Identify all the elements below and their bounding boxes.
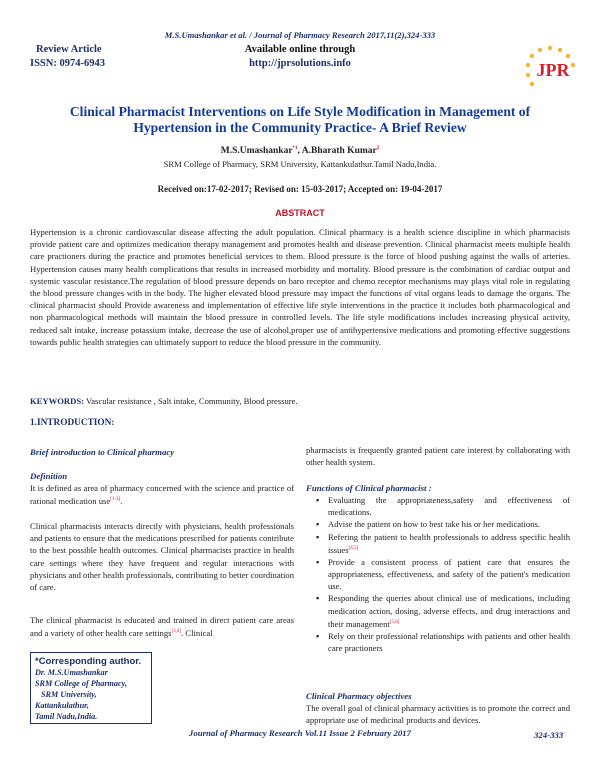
running-header: M.S.Umashankar et al. / Journal of Pharmacy Research 2017,11(2),324-333 [164,30,436,40]
subheading-definition: Definition [30,471,68,481]
journal-url-link[interactable]: http://jprsolutions.info [249,58,351,69]
keywords-text: Vascular resistance , Salt intake, Community, Blood pressure. [83,396,298,406]
citation-ref: [3,4] [171,629,182,635]
functions-list [306,494,570,654]
keywords [30,396,570,406]
author-1-mark: *1 [292,146,298,151]
definition-text: It is defined as area of pharmacy concerned with the science and practice of rational medication use [30,483,294,507]
author-2-mark: 2 [376,146,380,151]
section-heading-introduction: 1.INTRODUCTION: [30,418,115,428]
authors [0,146,600,156]
corresponding-line: Kattankulathur, [35,701,89,710]
corresponding-line: Dr. M.S.Umashankar [35,668,108,677]
abstract-heading: ABSTRACT [275,208,325,218]
subheading-functions: Functions of Clinical pharmacist : [306,483,432,493]
received-dates: Received on:17-02-2017; Revised on: 15-03-2017; Accepted on: 19-04-2017 [157,184,443,194]
footer-journal: Journal of Pharmacy Research Vol.11 Issue 2 February 2017 [188,728,412,738]
citation-ref: [5,6] [389,619,400,625]
keywords-label: KEYWORDS: [30,396,84,406]
definition-end: . [120,496,123,507]
author-separator: , [297,146,302,157]
availability-text: Available online through [244,44,356,55]
footer-pages: 324-333 [534,730,564,740]
list-item: ▪ Refering the patient to health professionals to address specific health issues[4,5] [328,531,570,556]
affiliation: SRM College of Pharmacy, SRM University, Kattankulathur.Tamil Nadu,India. [163,159,437,169]
corresponding-author-heading: *Corresponding author. [35,656,142,667]
subheading-brief-intro: Brief introduction to Clinical pharmacy [30,447,175,457]
list-item: ▪ Advise the patient on how to best take his or her medications. [328,518,570,530]
issn: ISSN: 0974-6943 [30,58,105,69]
corresponding-line: SRM University, [41,690,97,699]
paragraph-education [30,614,294,639]
list-item: ▪ Rely on their professional relationships with patients and other health care practioners [328,630,570,654]
article-type: Review Article [36,44,102,55]
list-item: ▪ Evaluating the appropriateness,safety and effectiveness of medications. [328,494,570,518]
paragraph-continued: pharmacists is frequently granted patient care interest by collaborating with other health system. [306,445,570,468]
education-end: . Clinical [181,628,213,639]
corresponding-author-box [30,652,152,724]
citation-ref: [4,5] [348,545,359,551]
paragraph-clinical-pharmacists: Clinical pharmacists interacts directly with physicians, health professionals and patients to ensure that the medications prescribed for patients contribute to the best possible health outcomes. Clinical pharmacists practice in health care settings where they have frequent and regular interactions with physicians and other health professionals, contributing to better coordination of care. [30,521,294,593]
list-item: ▪ Responding the queries about clinical use of medications, including medication action, dosing, adverse effects, and drug interactions and their management[5,6] [328,592,570,629]
corresponding-line: SRM College of Pharmacy, [35,679,128,688]
jpr-logo [520,40,584,96]
paragraph-definition [30,482,294,507]
author-1: M.S.Umashankar [220,146,293,157]
education-text: The clinical pharmacist is educated and trained in direct patient care areas and a variety of other health care settings [30,615,294,639]
subheading-objectives: Clinical Pharmacy objectives [306,691,412,701]
author-2: A.Bharath Kumar [301,146,377,157]
logo-text: JPR [536,60,570,80]
citation-ref: [1-3] [110,497,121,503]
corresponding-line: Tamil Nadu,India. [35,712,98,721]
paper-title: Clinical Pharmacist Interventions on Life Style Modification in Management of Hypertension in the Community Practice- A Brief Review [69,104,531,135]
abstract-text: Hypertension is a chronic cardiovascular disease affecting the adult population. Clinical pharmacy is a health science discipline in which pharmacists provide patient care and optimizes medication therapy management and promotes health and disease prevention. Clinical pharmacist meets multiple health care practioners during the practice and promotes beneficial services to them. Blood pressure is the force of blood pushing against the walls of arteries. Hypertension causes many health complications that results in increased morbidity and mortality. Blood pressure is the combination of cardiac output and systemic vascular resistance.The regulation of blood pressure depends on baro receptor and chemo receptor mechanisms may plays vital role in regulating the blood pressure changes with in the body. The higher elevated blood pressure may impact the functions of vital organs leads to damage the organs. The clinical pharmacist should Provide awareness and implementation of effective life style interventions in the practice it includes both pharmacological and non pharmacological methods will maintain the blood pressure in controlled levels. The life style modifications includes increasing physical activity, reduced salt intake, increase potassium intake, decrease the use of alcohol,proper use of antihypertensive medications and promoting effective suggestions towards public health strategies can ultimately support to reduce the blood pressure in the community. [30,227,570,347]
list-item: ▪ Provide a consistent process of patient care that ensures the appropriateness, effectiveness, and safety of the patient's medication use. [328,556,570,593]
paragraph-objectives: The overall goal of clinical pharmacy activities is to promote the correct and appropriate use of medicinal products and devices. [306,703,570,726]
